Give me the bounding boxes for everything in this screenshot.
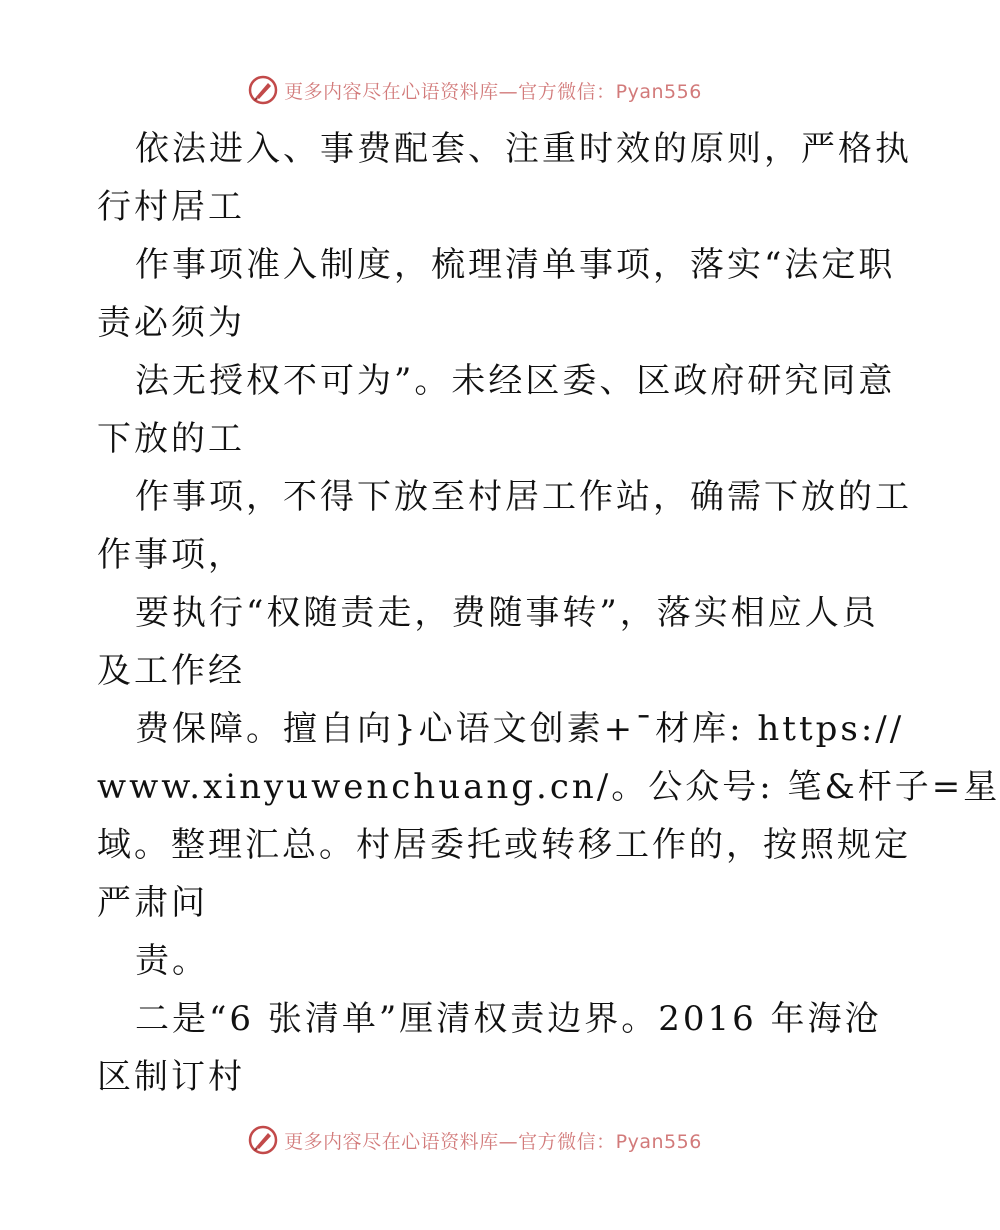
text-line: 作事项，不得下放至村居工作站，确需下放的工 (135, 477, 912, 517)
text-line: 二是“6 张清单”厘清权责边界。2016 年海沧 (135, 999, 882, 1039)
header-watermark-text: 更多内容尽在心语资料库—官方微信：Pyan556 (284, 80, 702, 103)
text-line: 费保障。擅自向}心语文创素+¯材库: https:// (135, 709, 905, 749)
text-line: 作事项， (97, 535, 245, 575)
text-line: 责必须为 (97, 303, 245, 343)
text-line: www.xinyuwenchuang.cn/。公众号: 笔&杆子=星 (97, 767, 1000, 807)
text-line: 严肃问 (97, 883, 208, 923)
footer-watermark-banner (0, 1122, 950, 1158)
text-line: 区制订村 (97, 1057, 245, 1097)
text-line: 法无授权不可为”。未经区委、区政府研究同意 (135, 361, 896, 401)
footer-watermark-text: 更多内容尽在心语资料库—官方微信：Pyan556 (284, 1130, 702, 1153)
text-line: 作事项准入制度，梳理清单事项，落实“法定职 (135, 245, 896, 285)
text-line: 下放的工 (97, 419, 245, 459)
text-line: 要执行“权随责走，费随事转”，落实相应人员 (135, 593, 879, 633)
document-body (97, 120, 1000, 1106)
text-line: 域。整理汇总。村居委托或转移工作的，按照规定 (97, 825, 911, 865)
header-watermark-banner (0, 72, 950, 108)
quill-pen-logo-icon (248, 1125, 278, 1155)
quill-pen-logo-icon (248, 75, 278, 105)
text-line: 依法进入、事费配套、注重时效的原则，严格执 (135, 129, 912, 169)
text-line: 及工作经 (97, 651, 245, 691)
text-line: 行村居工 (97, 187, 245, 227)
text-line: 责。 (135, 941, 209, 981)
